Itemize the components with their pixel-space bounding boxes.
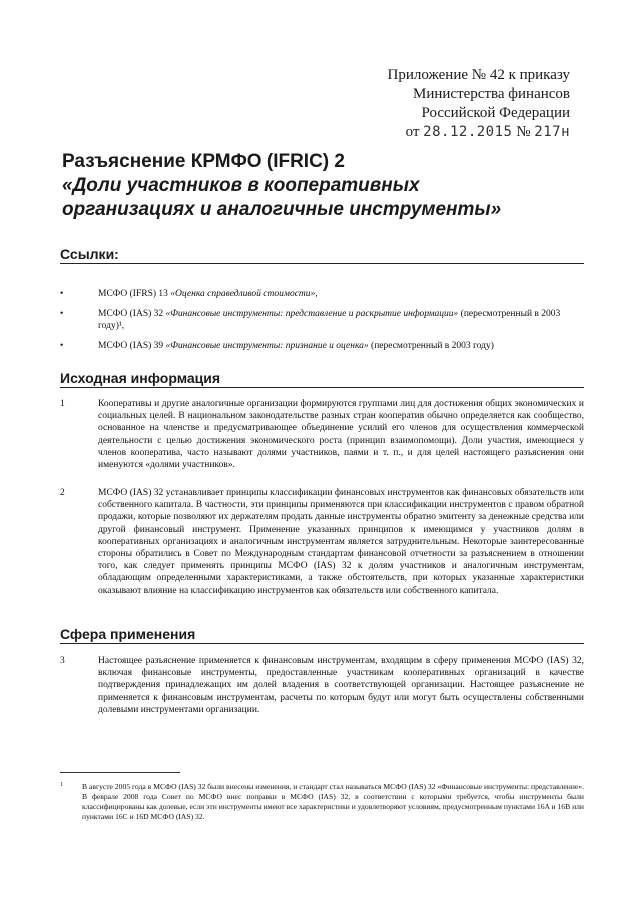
footnote-text: В августе 2005 года в МСФО (IAS) 32 были внесены изменения, и стандарт стал называться МСФО (IAS) 32 «Финансовые инструменты: представление». В феврале 2008 года Совет по МСФО внес поправки в МСФО (IAS) 32, в соответствии с которыми требуется, чтобы инструменты были классифицированы как долевые, если эти инструменты имеют все характеристики и удовлетворяют условиям, предусмотренным пунктами 16A и 16B или пунктами 16C и 16D МСФО (IAS) 32. [82, 782, 584, 821]
reference-prefix: МСФО (IFRS) 13 [98, 289, 171, 299]
background-heading: Исходная информация [60, 370, 584, 388]
appendix-line-2: Министерства финансов [413, 86, 570, 102]
appendix-line-1: Приложение № 42 к приказу [387, 67, 570, 83]
paragraph-number: 2 [60, 488, 65, 498]
title-line-2: «Доли участников в кооперативных [62, 175, 420, 196]
footnote [60, 782, 584, 822]
paragraph-number: 1 [60, 399, 65, 409]
references-heading: Ссылки: [60, 246, 584, 264]
reference-prefix: МСФО (IAS) 39 [98, 341, 166, 351]
references-list [60, 288, 584, 360]
reference-item [60, 340, 584, 352]
paragraph-text: МСФО (IAS) 32 устанавливает принципы классификации финансовых инструментов как финансовых обязательств или собственного капитала. В частности, эти принципы применяются при классификации инструментов с правом обратной продажи, которые позволяют их держателям продать данные инструменты обратно эмитенту за денежные средства или другой финансовый инструмент. Применение указанных принципов к имеющимся у участников долям в кооперативных организациях и аналогичным инструментам является затруднительным. Некоторые заинтересованные стороны обратились в Совет по Международным стандартам финансовой отчетности за разъяснением в отношении того, как следует применять принципы МСФО (IAS) 32 к долям участников и аналогичным инструментам, обладающим определенными характеристиками, а также обстоятельств, при которых указанные характеристики оказывают влияние на классификацию инструментов как обязательств или собственного капитала. [98, 488, 584, 596]
footnote-divider [60, 772, 180, 773]
date-value: 28.12.2015 [423, 124, 513, 140]
appendix-date-line [310, 123, 570, 142]
paragraph-text: Настоящее разъяснение применяется к финансовым инструментам, входящим в сферу применения МСФО (IAS) 32, включая финансовые инструменты, предоставленные участникам кооперативных организаций в качестве подтверждения принадлежащих им долей владения в соответствующей организации. Настоящее разъяснение не применяется к финансовым инструментам, расчеты по которым будут или могут быть осуществлены собственными долевыми инструментами организации. [98, 656, 584, 715]
paragraph-text: Кооперативы и другие аналогичные организации формируются группами лиц для достижения общих экономических и социальных целей. В национальном законодательстве разных стран кооператив обычно определяется как сообщество, основанное на членстве и предусматривающее объединение усилий его членов для осуществления коммерческой деятельности с целью достижения экономического роста (принцип взаимопомощи). Доли участия, имеющиеся у членов кооператива, часто называют долями участников, паями и т. п., и для целей настоящего разъяснения они именуются «долями участников». [98, 399, 584, 471]
reference-suffix: (пересмотренный в 2003 году) [368, 341, 494, 351]
footnote-number: 1 [60, 782, 63, 788]
bullet: • [60, 289, 64, 299]
paragraph-2 [60, 487, 584, 597]
title-line-3: организациях и аналогичные инструменты» [62, 199, 502, 220]
number-value: 217н [534, 124, 570, 140]
reference-title: «Оценка справедливой стоимости» [170, 289, 316, 299]
number-prefix: № [516, 124, 531, 140]
reference-item [60, 308, 584, 332]
paragraph-3 [60, 655, 584, 716]
paragraph-number: 3 [60, 656, 65, 666]
appendix-line-3: Российской Федерации [421, 105, 570, 121]
reference-suffix: (пересмотренный в 2003 году)¹, [98, 309, 561, 331]
reference-title: «Финансовые инструменты: представление и раскрытие информации» [165, 309, 459, 319]
paragraph-1 [60, 398, 584, 471]
reference-suffix: , [315, 289, 318, 299]
reference-prefix: МСФО (IAS) 32 [98, 309, 166, 319]
document-title [62, 150, 582, 222]
title-line-1: Разъяснение КРМФО (IFRIC) 2 [62, 151, 345, 172]
appendix-header [310, 66, 570, 142]
date-prefix: от [405, 124, 420, 140]
bullet: • [60, 309, 64, 319]
bullet: • [60, 341, 64, 351]
reference-item [60, 288, 584, 300]
scope-heading: Сфера применения [60, 626, 584, 644]
reference-title: «Финансовые инструменты: признание и оценка» [165, 341, 369, 351]
